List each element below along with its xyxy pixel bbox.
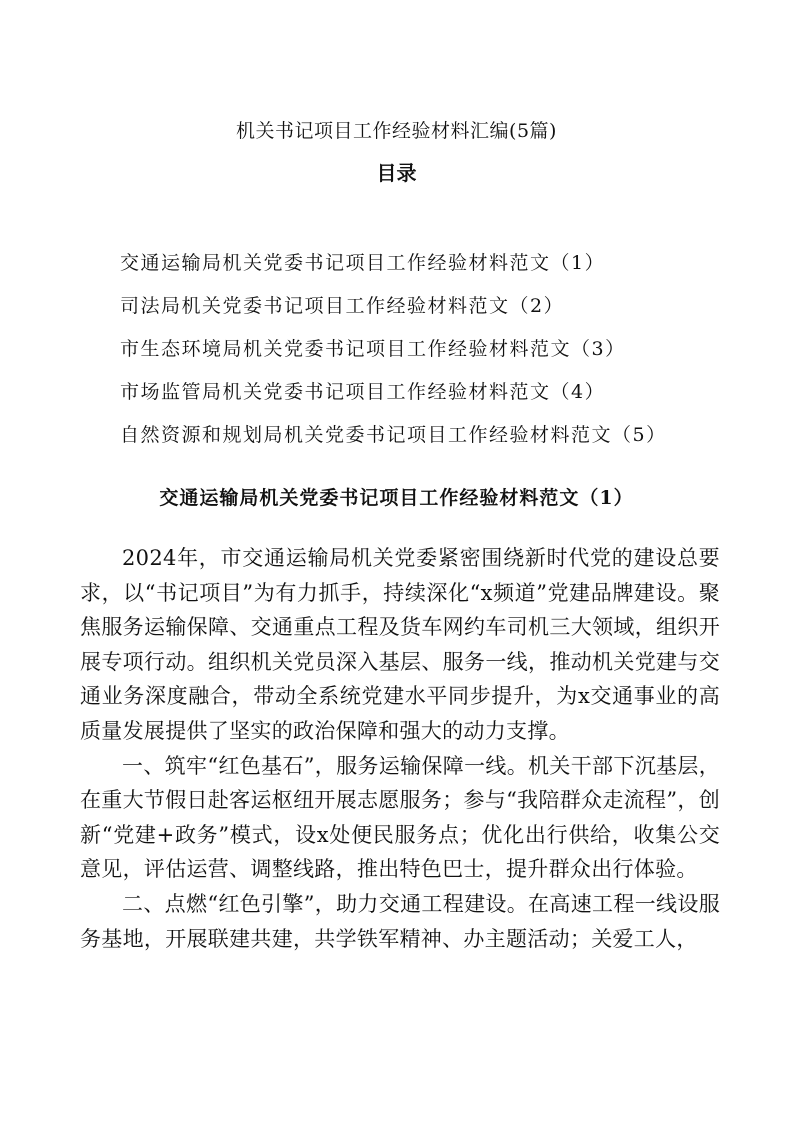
toc-item-4[interactable]: 市场监管局机关党委书记项目工作经验材料范文（4） (120, 381, 606, 403)
toc-item-1[interactable]: 交通运输局机关党委书记项目工作经验材料范文（1） (120, 252, 606, 274)
section-body (80, 541, 720, 956)
paragraph-intro: 2024年，市交通运输局机关党委紧密围绕新时代党的建设总要求，以“书记项目”为有力抓手，持续深化“x频道”党建品牌建设。聚焦服务运输保障、交通重点工程及货车网约车司机三大领域，组织开展专项行动。组织机关党员深入基层、服务一线，推动机关党建与交通业务深度融合，带动全系统党建水平同步提升，为x交通事业的高质量发展提供了坚实的政治保障和强大的动力支撑。 (80, 546, 720, 743)
document-title: 机关书记项目工作经验材料汇编(5篇) (236, 120, 557, 142)
paragraph-point-2: 二、点燃“红色引擎”，助力交通工程建设。在高速工程一线设服务基地，开展联建共建，共学铁军精神、办主题活动；关爱工人， (80, 891, 720, 951)
table-of-contents (120, 248, 760, 463)
paragraph-point-1: 一、筑牢“红色基石”，服务运输保障一线。机关干部下沉基层，在重大节假日赴客运枢纽开展志愿服务；参与“我陪群众走流程”，创新“党建+政务”模式，设x处便民服务点；优化出行供给，收集公交意见，评估运营、调整线路，推出特色巴士，提升群众出行体验。 (80, 753, 720, 882)
toc-item-3[interactable]: 市生态环境局机关党委书记项目工作经验材料范文（3） (120, 338, 626, 360)
toc-item-2[interactable]: 司法局机关党委书记项目工作经验材料范文（2） (120, 295, 565, 317)
section-title: 交通运输局机关党委书记项目工作经验材料范文（1） (159, 487, 634, 509)
toc-item-5[interactable]: 自然资源和规划局机关党委书记项目工作经验材料范文（5） (120, 424, 667, 446)
toc-heading: 目录 (376, 161, 417, 185)
